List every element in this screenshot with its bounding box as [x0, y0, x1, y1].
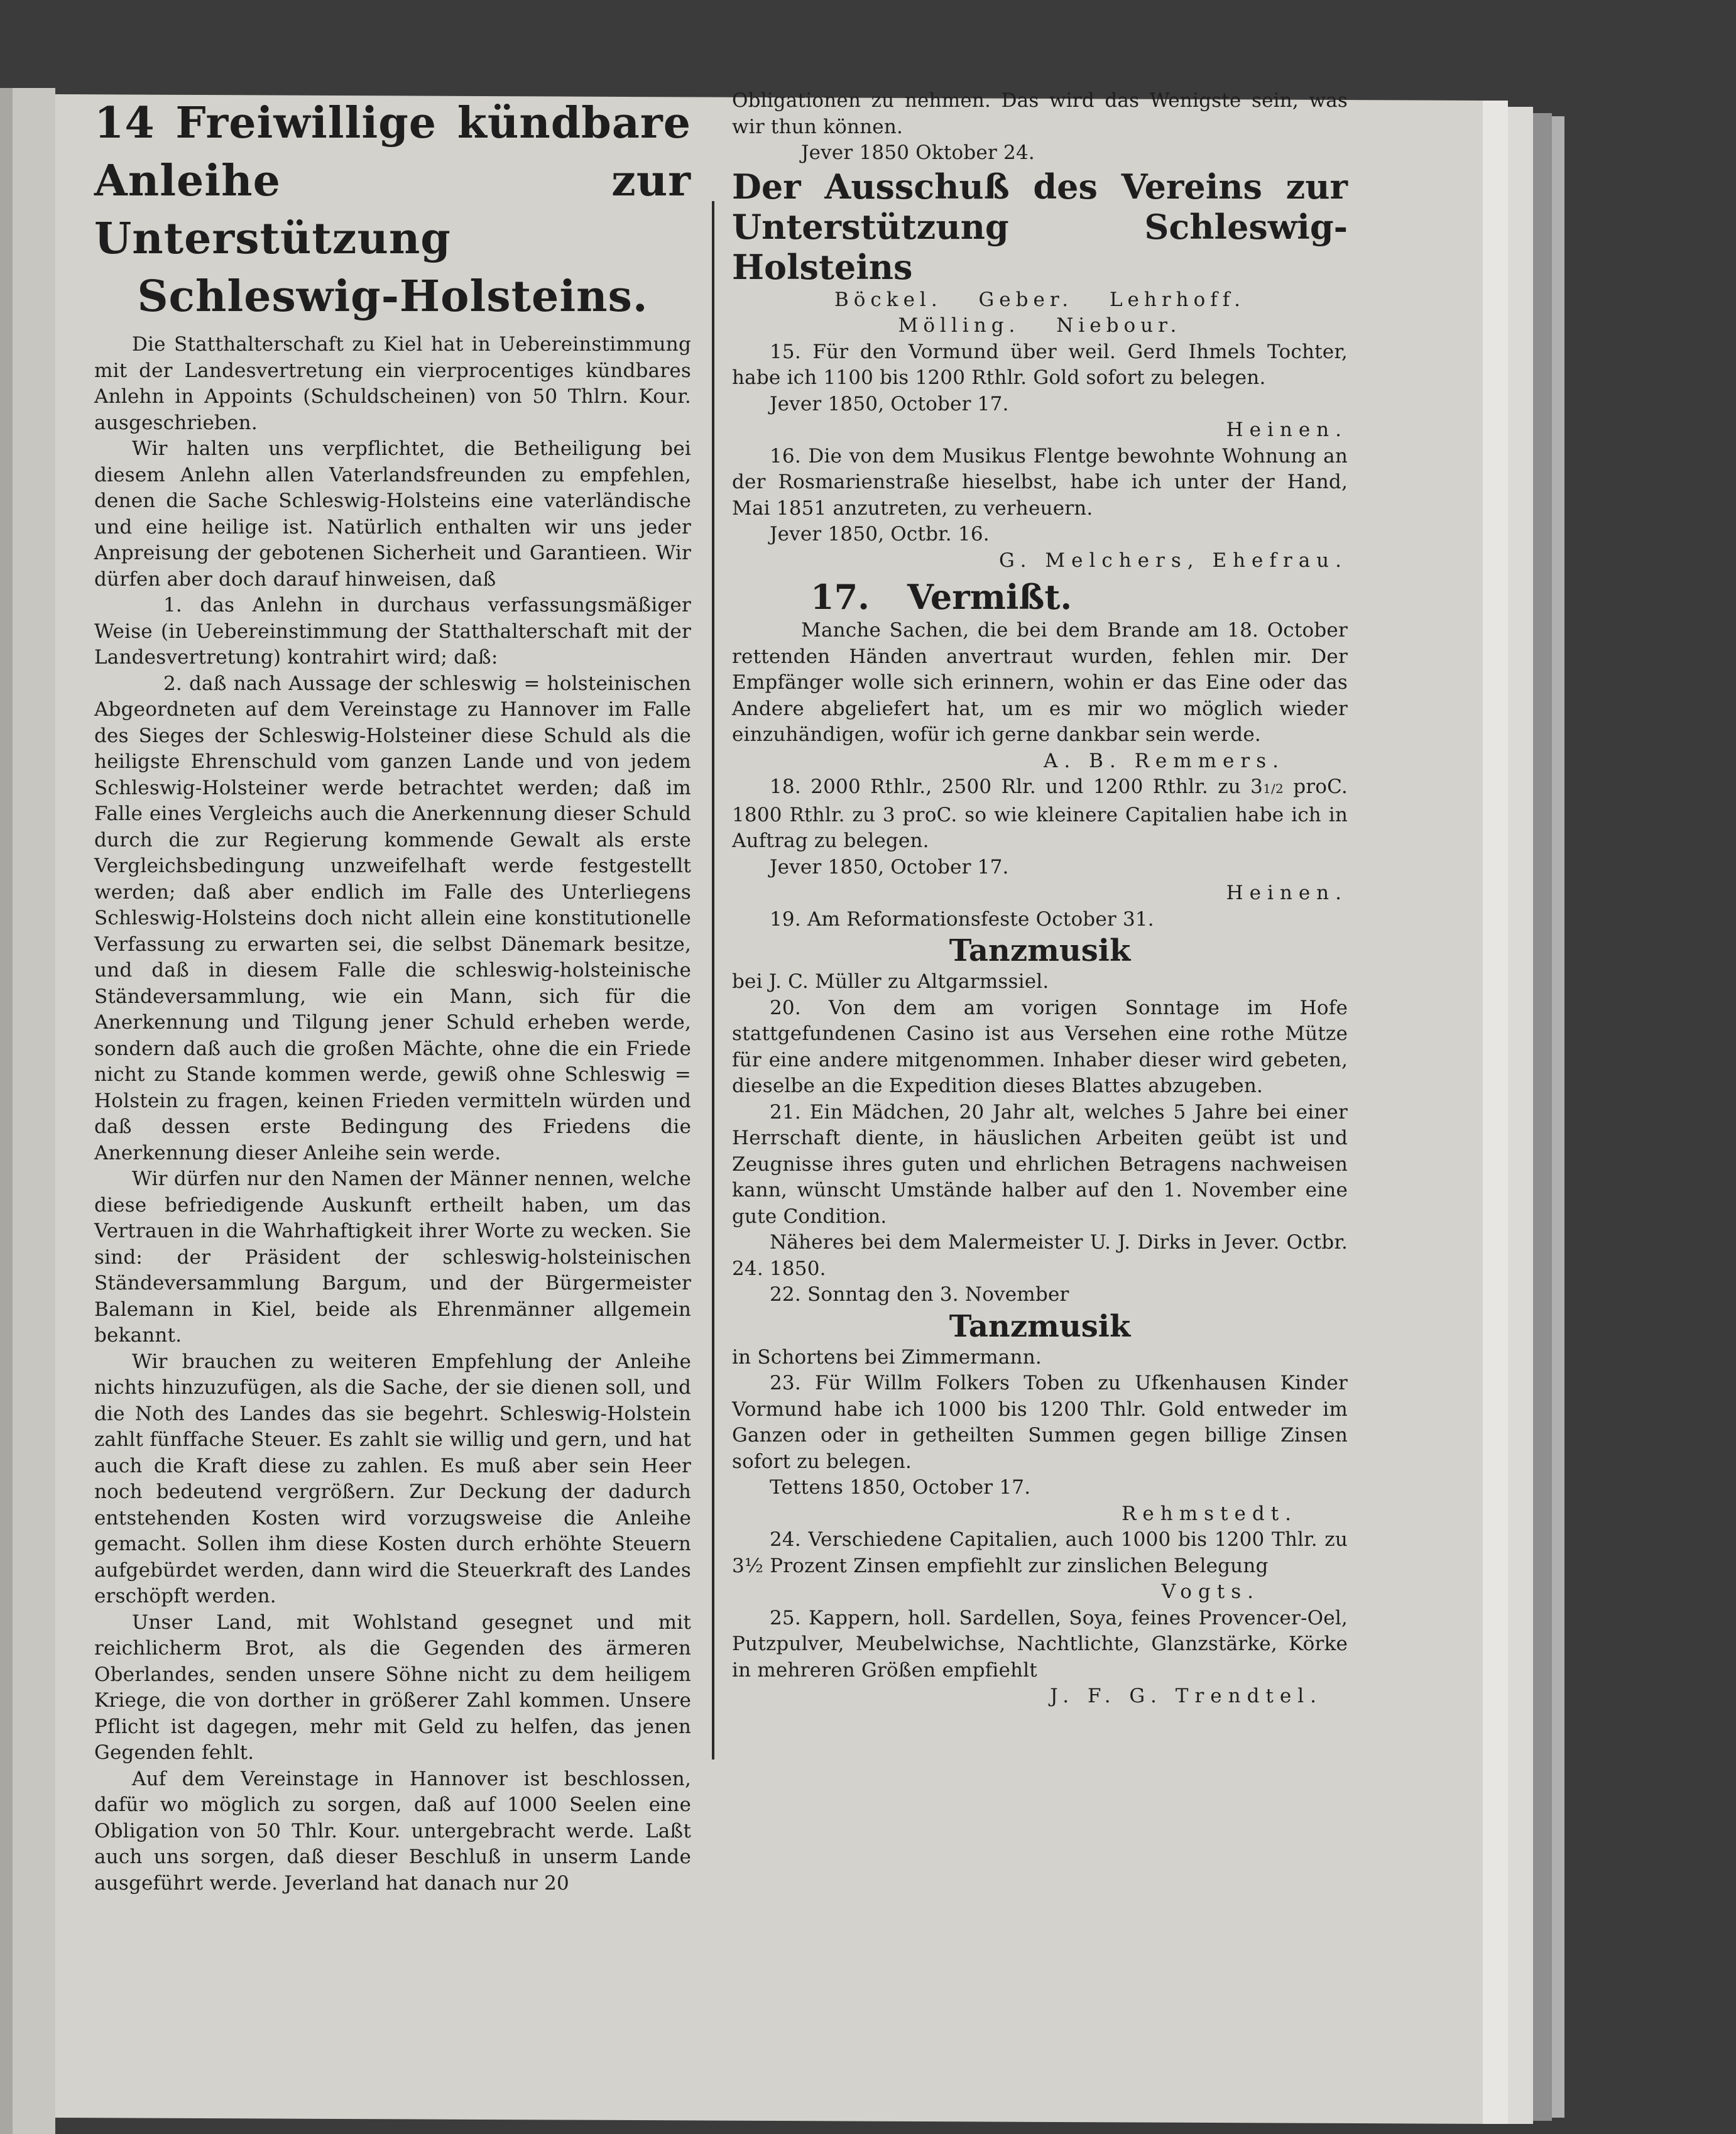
column-divider — [712, 201, 714, 1759]
headline-line-1: 14 Freiwillige kündbare — [94, 98, 691, 148]
section-17-heading — [732, 577, 1348, 616]
venue: bei J. C. Müller zu Altgarmssiel. — [732, 970, 1049, 993]
notice-21: 21. Ein Mädchen, 20 Jahr alt, welches 5 Jahre bei einer Herrschaft diente, in häuslichen Arbeiten geübt ist und Zeugnisse ihres guten und ehrlichen Betragens nachweisen kann, wünscht Umstände halber auf den 1. November eine gute Condition. — [732, 1100, 1348, 1228]
left-column — [94, 94, 691, 1896]
notice-25: 25. Kappern, holl. Sardellen, Soya, feines Provencer-Oel, Putzpulver, Meubelwichse, Nachtlichte, Glanzstärke, Körke in mehreren Größen empfiehlt — [732, 1606, 1348, 1682]
signature: Heinen. — [1226, 882, 1348, 904]
right-column — [732, 88, 1348, 1710]
section-number: 17. — [811, 577, 870, 617]
paragraph: 2. daß nach Aussage der schleswig = holsteinischen Abgeordneten auf dem Vereinstage zu Hannover im Falle des Sieges der Schleswig-Holsteiner diese Schuld als die heiligste Ehrenschuld vom ganzen Lande und von jedem Schleswig-Holsteiner werde betrachtet werden; daß im Falle eines Vergleichs auch die Anerkennung dieser Schuld durch die zur Regierung kommende Gewalt als erste Vergleichsbedingung unzweifelhaft werde festgestellt werden; daß aber endlich im Falle des Unterliegens Schleswig-Holsteins doch nicht allein eine konstitutionelle Verfassung zu erwarten sei, die selbst Dänemark besitze, und daß in diesem Falle die schleswig-holsteinische Ständeversammlung, wie ein Mann, sich für die Anerkennung und Tilgung jener Schuld erheben werde, sondern daß auch die großen Mächte, ohne die ein Friede nicht zu Stande kommen werde, gewiß ohne Schleswig = Holstein zu fragen, keinen Frieden vermitteln würden und daß dessen erste Bedingung des Friedens die Anerkennung dieser Anleihe sein werde. — [94, 672, 691, 1164]
notice-18-text: proC. 1800 Rthlr. zu 3 proC. so wie kleinere Capitalien habe ich in Auftrag zu belegen. — [732, 775, 1348, 852]
signature: A. B. Remmers. — [1044, 749, 1285, 772]
headline-line-2: Anleihe zur Unterstützung — [94, 156, 691, 264]
dateline: Jever 1850, October 17. — [770, 392, 1009, 415]
notice-21-info: Näheres bei dem Malermeister U. J. Dirks in Jever. Octbr. 24. 1850. — [732, 1231, 1348, 1280]
committee-names: Böckel. Geber. Lehrhoff. — [834, 288, 1246, 311]
paragraph: Die Statthalterschaft zu Kiel hat in Uebereinstimmung mit der Landesvertretung ein vierprocentiges kündbares Anlehn in Appoints (Schuldscheinen) von 50 Thlrn. Kour. ausgeschrieben. — [94, 333, 691, 434]
notice-19: 19. Am Reformationsfeste October 31. — [770, 907, 1154, 931]
notice-15: 15. Für den Vormund über weil. Gerd Ihmels Tochter, habe ich 1100 bis 1200 Rthlr. Gold sofort zu belegen. — [732, 340, 1348, 389]
notice-22: 22. Sonntag den 3. November — [770, 1283, 1069, 1306]
committee-names: Mölling. Niebour. — [898, 314, 1182, 337]
paragraph: Wir brauchen zu weiteren Empfehlung der Anleihe nichts hinzuzufügen, als die Sache, der sie dienen soll, und die Noth des Landes das sie begehrt. Schleswig-Holstein zahlt fünffache Steuer. Es zahlt sie willig und gern, und hat auch die Kraft diese zu zahlen. Es muß aber sein Heer noch bedeutend vergrößern. Zur Deckung der dadurch entstehenden Kosten wird vorzugsweise die Anleihe gemacht. Sollen ihm diese Kosten durch erhöhte Steuern aufgebürdet werden, dann wird die Steuerkraft des Landes erschöpft werden. — [94, 1350, 691, 1607]
dateline: Tettens 1850, October 17. — [770, 1476, 1031, 1499]
paragraph: Wir halten uns verpflichtet, die Betheiligung bei diesem Anlehn allen Vaterlandsfreunden zu empfehlen, denen die Sache Schleswig-Holsteins eine vaterländische und eine heilige ist. Natürlich enthalten wir uns jeder Anpreisung der gebotenen Sicherheit und Garantieen. Wir dürfen aber doch darauf hinweisen, daß — [94, 437, 691, 591]
signature: G. Melchers, Ehefrau. — [998, 549, 1348, 572]
notice-18 — [732, 774, 1348, 855]
paragraph: Wir dürfen nur den Namen der Männer nennen, welche diese befriedigende Auskunft ertheilt haben, um das Vertrauen in die Wahrhaftigkeit ihrer Worte zu wecken. Sie sind: der Präsident der schleswig-holsteinischen Ständeversammlung Bargum, und der Bürgermeister Balemann in Kiel, beide als Ehrenmänner allgemein bekannt. — [94, 1168, 691, 1347]
headline-line-3: Schleswig-Holsteins. — [137, 271, 648, 322]
continued-text: Obligationen zu nehmen. Das wird das Wenigste sein, was wir thun können. — [732, 89, 1348, 138]
committee-title-1: Der Ausschuß des Vereins zur — [732, 166, 1348, 207]
committee-title-2: Unterstützung Schleswig-Holsteins — [732, 206, 1348, 287]
tanzmusik-heading: Tanzmusik — [949, 1308, 1131, 1344]
notice-24: 24. Verschiedene Capitalien, auch 1000 bis 1200 Thlr. zu 3½ Prozent Zinsen empfiehlt zur zinslichen Belegung — [732, 1528, 1348, 1577]
notice-23: 23. Für Willm Folkers Toben zu Ufkenhausen Kinder Vormund habe ich 1000 bis 1200 Thlr. Gold entweder im Ganzen oder in getheilten Summen gegen billige Zinsen sofort zu belegen. — [732, 1372, 1348, 1473]
notice-16: 16. Die von dem Musikus Flentge bewohnte Wohnung an der Rosmarienstraße hieselbst, habe ich unter der Hand, Mai 1851 anzutreten, zu verheuern. — [732, 444, 1348, 520]
signature: Rehmstedt. — [1122, 1502, 1297, 1525]
dateline: Jever 1850, October 17. — [770, 855, 1009, 878]
signature: Heinen. — [1226, 419, 1348, 441]
notice-20: 20. Von dem am vorigen Sonntage im Hofe stattgefundenen Casino ist aus Versehen eine rothe Mütze für eine andere mitgenommen. Inhaber dieser wird gebeten, dieselbe an die Expedition dieses Blattes abzugeben. — [732, 996, 1348, 1097]
signature: J. F. G. Trendtel. — [1050, 1685, 1323, 1707]
section-title: Vermißt. — [907, 577, 1073, 617]
paragraph: Auf dem Vereinstage in Hannover ist beschlossen, dafür wo möglich zu sorgen, daß auf 1000 Seelen eine Obligation von 50 Thlr. Kour. untergebracht werde. Laßt auch uns sorgen, daß dieser Beschluß in unserm Lande ausgeführt werde. Jeverland hat danach nur 20 — [94, 1767, 691, 1895]
signature: Vogts. — [1161, 1580, 1260, 1603]
dateline: Jever 1850, Octbr. 16. — [770, 523, 990, 545]
notice-17: Manche Sachen, die bei dem Brande am 18. October rettenden Händen anvertraut wurden, fehlen mir. Der Empfänger wolle sich erinnern, wohin er das Eine oder das Andere abgeliefert hat, um es mir wo möglich wieder einzuhändigen, wofür ich gerne dankbar sein werde. — [732, 619, 1348, 746]
venue: in Schortens bei Zimmermann. — [732, 1345, 1042, 1369]
dateline: Jever 1850 Oktober 24. — [801, 141, 1035, 164]
paragraph: Unser Land, mit Wohlstand gesegnet und mit reichlicherm Brot, als die Gegenden des ärmeren Oberlandes, senden unsere Söhne nicht zu dem heiligem Kriege, die von dorther in größerer Zahl kommen. Unsere Pflicht ist dagegen, mehr mit Geld zu helfen, das jenen Gegenden fehlt. — [94, 1611, 691, 1764]
fraction: 1/2 — [1263, 781, 1284, 796]
tanzmusik-heading: Tanzmusik — [949, 933, 1131, 968]
paragraph: 1. das Anlehn in durchaus verfassungsmäßiger Weise (in Uebereinstimmung der Statthalterschaft mit der Landesvertretung) kontrahirt wird; daß: — [94, 594, 691, 669]
notice-18-text: 18. 2000 Rthlr., 2500 Rlr. und 1200 Rthlr. zu 3 — [770, 775, 1264, 798]
